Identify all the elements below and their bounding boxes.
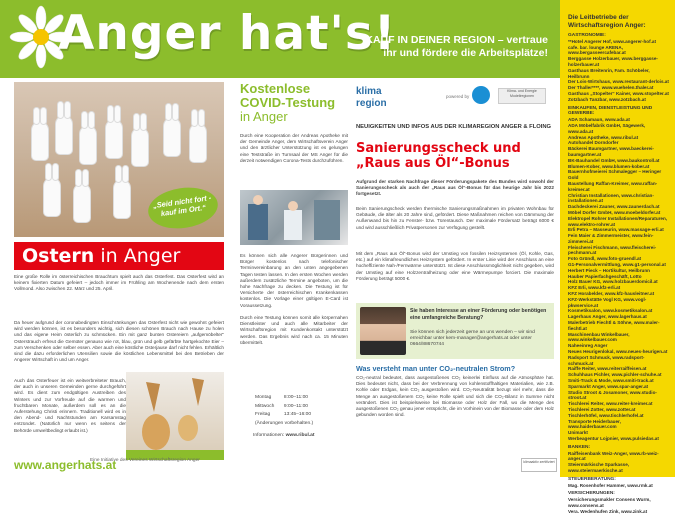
contact-box	[356, 303, 554, 359]
sidebar-title: Die Leitbetriebe der Wirtschaftsregion Anger:	[568, 14, 646, 29]
sidebar-list	[568, 33, 669, 515]
sidebar-section-heading: GASTRONOMIE:	[568, 33, 606, 38]
energie-badge-icon	[472, 86, 490, 104]
sidebar-entry: Blumen-Kober, www.blumen-kober.at	[568, 163, 650, 169]
klima-paragraph-1: Beim Sanierungscheck werden thermische Sanierungsmaßnahmen im privaten Wohnbau für Gebäude, die älter als 20 Jahre sind, gefördert. Diese Maßnahmen reichen von Dämmung der Außenwand bis hin zu Fenster- bzw. Türentausch. Der maximale Fördersatz beträgt 6000 € und wird ausschließlich Privatpersonen zur Verfügung gestellt.	[356, 206, 554, 230]
sidebar-entry: Tischlerei Zotter, www.zotter.at	[568, 407, 636, 412]
sidebar-entry: Tischlerei Reiter, www.reiter-kreimer.at	[568, 401, 653, 407]
sidebar-entry: Herbert Pieck – Hortikultur, Heilbrunn	[568, 267, 650, 273]
sidebar-entry: BK-Bauhandel GmbH, www.baukontroll.at	[568, 157, 660, 163]
covid-heading: Kostenlose COVID-Testung in Anger	[240, 81, 336, 124]
sidebar-entry: Schuhhaus Pichler, www.pichler-schuhe.at	[568, 372, 662, 378]
sidebar-entry: Zotzbach Tanzbar, www.zotzbach.at	[568, 96, 646, 102]
sidebar-entry: Malerbetrieb Fiechtl & Söhne, www.maler-fiechtl.at	[568, 320, 660, 331]
sidebar-entry: Möbel Dorfer GmbH, www.moebeldorfer.at	[568, 209, 661, 215]
sidebar-entry: Gasthaus Breitenrin, Fam. Schöbeler, Heilbrunn	[568, 67, 650, 79]
sidebar-entry: Fein Maier & Zimmermeister, www.fein-zimmerei.at	[568, 233, 654, 244]
sidebar-entry: KFZ-Werkstätte Vogl KG, www.vogl-pkwservice.at	[568, 296, 647, 308]
sidebar-entry: Fleischerei Fischmann, www.fleischerei-pechmann.at	[568, 244, 657, 256]
sidebar-entry: Erli Petra – Masseurin, www.massage-erli.at	[568, 227, 664, 233]
website-link[interactable]: www.angerhats.at	[14, 458, 117, 472]
sidebar-entry: Unimarkt	[568, 430, 588, 436]
header-banner	[0, 0, 560, 78]
sidebar-entry: Transporte Heiderbauer, www.haiderbauer.com	[568, 418, 621, 430]
covid-info-link[interactable]: www.ribul.at	[285, 433, 315, 438]
sidebar-entry: Foto Gründl, www.foto-gruendl.at	[568, 256, 642, 262]
sidebar-entry: Bauernhofmeierei Schmalegger – Heringer Gold	[568, 169, 662, 181]
sidebar-section-heading: EINKAUFEN, DIENSTLEISTUNG UND GEWERBE:	[568, 105, 653, 117]
sidebar-entry: Gasthaus „Stopelter“ Kainer, www.stopelter.at	[568, 90, 669, 96]
sidebar-entry: Der Lois-Wirtshaus, www.restaurant-derlois.at	[568, 79, 669, 85]
klima-paragraph-3: CO₂-neutral bedeutet, dass ausgestoßenes CO₂ keinerlei Einfluss auf die Atmosphäre hat. Dies bedeutet nicht, dass bei der Verbrennung von kohlenstoffhaltigen Materialien, wie z.B. Kohle oder Erdgas, kein CO₂ ausgestoßen wird. CO₂-Neutralität bezugt viel mehr, dass die Menge an ausgestoßenem CO₂ keine Rolle spielt und sich die CO₂-Bilanz in Summe nicht verändert. Dies ist beispielsweise bei Biomasse oder Holz der Fall, wo die Menge des ausgestoßenen CO₂ genau jener entspricht, die im Vorhinein von der Biomasse oder dem Holz gebunden worden sind.	[356, 375, 554, 418]
sanierung-heading: Sanierungsscheck und „Raus aus Öl“-Bonus	[356, 141, 521, 171]
sidebar-entry: Holz Bauer KG, www.holzbauerdomicil.at	[568, 279, 658, 285]
sidebar-entry: Mag. Rosenhofer Hammer, www.rmk.at	[568, 482, 653, 488]
contact-answer: Sie können sich jederzeit gerne an uns wenden – wir sind erreichbar unter kem-manager@angerhats.at oder unter 0664/88670744	[410, 330, 535, 348]
sidebar-entry: Lagerhaus Anger, www.lagerhaus.at	[568, 314, 647, 320]
sidebar-entry: Baustellung Raffan-Kreimer, www.raffan-kreimer.at	[568, 180, 658, 192]
ostern-paragraph-2: Da heuer aufgrund der coronabedingten Einschränkungen das Osterfest nicht wie gewohnt gefeiert wird werden können, ist es besonders wichtig, sich diesen schönen Brauch nach Hause zu holen und das eigene Heim österlich zu schmücken. Ein mit ganz bunten Ostereiern „aufgemöbelter“ Osterstrauch erfreut die Gemüter genauso wie rot, blau, grün und gelb gefärbte hartgekochte Eier – zum Verschenken oder selber essen. Aber auch eine köstliche Osterjause darf nicht fehlen. Erhältlich sind die dazu erforderlichen Utensilien sowie die köstlichen Lebensmittel bei den Betrieben der Angerer Wirtschaft in und um Anger.	[14, 320, 224, 363]
sidebar-entry: Vera. Wedenhufen Zink, www.zink.at	[568, 508, 648, 514]
covid-paragraph-1: Durch eine Kooperation der Andreas Apotheke mit der Gemeinde Anger, dem Wirtschaftsverein Anger und den ärztlicher Unterstützung ist es gelungen eine Teststraße im Turnsaal der MS Anger für die derzeit notwendigen Corona-Tests durchzuführen.	[240, 133, 348, 163]
sidebar-entry: Andreas Apotheke, www.ribul.at	[568, 134, 639, 140]
ostern-heading: Ostern in Anger	[14, 242, 224, 270]
ostern-paragraph-3: Auch das Osterfeuer ist ein weitverbreiteter Brauch, der auch in unseren Gemeinden gerne durchgeführt wird. Es dient zum endgültigen Austreiben des Winters und zur Vorfreude auf die warmen und fruchtbaren Monate, außerdem soll es an die Auferstehung Christi erinnern. Traditionell wird es in den Abend- und Nachtstunden am Karsamstag entzündet. (Natürlich nur wenn es seitens der Behörde umweltbedingt erlaubt ist.)	[14, 378, 126, 433]
sidebar-entry: Der Thaller****, www.wuehelen.thaler.at	[568, 85, 654, 91]
testing-schedule: Montag 8:00–11:00 Mittwoch 9:00–11:00 Freitag 13:45–16:00 (Änderungen vorbehalten.)	[255, 395, 314, 426]
sidebar-entry: Tischlerhöfel, www.tischlerhofel.at	[568, 412, 644, 418]
klima-paragraph-2: Mit dem „Raus aus Öl“-Bonus wird der Umstieg von fossilen Heizsystemen (Öl, Kohle, Gas, etc.) auf ein klimafreundliches Heizsystem gefördert. In erster Linie wird der Anschluss an eine hocheffiziente Nah-/Fernwärme unterstützt. Ist diese Anschlussmöglichkeit nicht gegeben, wird der Umstieg auf eine Holzzentralheizung oder eine Wärmepumpe forciert. Die maximale Förderung beträgt 5000 €.	[356, 251, 554, 281]
co2-heading: Was versteht man unter CO₂-neutralen Strom?	[356, 364, 516, 373]
sidebar-entry: **Hotel Angerer Hof, www.angerer-hof.at	[568, 38, 656, 44]
test-station-photo	[240, 190, 348, 245]
klima-news-header: NEUIGKEITEN UND INFOS AUS DER KLIMAREGION ANGER & FLOING	[356, 124, 552, 130]
covid-paragraph-2: Es können sich alle Angerer Bürgerinnen und Bürger kostenlos nach telefonischer Terminvereinbarung an den unten angegebenen Tagen testen lassen. In den ersten Wochen werden außerdem zusätzliche Termine angeboten, um die hohe Nachfrage zu decken. Die Testung ist für Versicherte der österreichischen Krankenkassen kostenlos. Die Vorlage einer gültigen E-Card ist Voraussetzung. Durch eine Testung können somit alle körpernahen Dienstleister und auch alle Mitarbeiter der Wirtschaftsregion mit Kundenkontakt unterstützt werden. Das Ergebnis wird nach ca. 15 Minuten übermittelt.	[240, 253, 348, 345]
sidebar-entry: Smiti-Track & Mode, www.smiti-track.at	[568, 378, 654, 384]
sidebar-entry: Raiffe Reiter, www.reiterraiffeisen.at	[568, 366, 647, 372]
sidebar-entry: Neues Heurigenlokal, www.neues-heurigen.at	[568, 349, 668, 355]
klima-lead: Aufgrund der starken Nachfrage dieser Förderungspakete des Bundes wird sowohl der Sanierungsscheck als auch der „Raus aus Öl“-Bonus für das heurige Jahr bis 2022 fortgesetzt.	[356, 179, 554, 197]
klima-region-logo: klima region	[356, 86, 387, 109]
initiative-note: Eine Initiative des Vereines Wirtschaftsregion Anger	[90, 458, 200, 463]
sidebar-entry: ADA Möbelfabrik GmbH, Sägewerk, www.ada.at	[568, 122, 646, 134]
ostern-paragraph-1: Eine große Rolle im österreichischen Brauchtum spielt auch das Osterfest. Das Osterfest wird an keinem fixierten Datum gefeiert – jedoch immer im Frühling am Wochenende nach dem ersten Vollmond. Also zwischen 22. März und 25. April.	[14, 274, 224, 292]
sidebar-entry: Christian Installationen, www.christian-installationen.at	[568, 192, 654, 204]
kem-manager-portrait	[360, 307, 406, 355]
header-slogan: KAUF IN DEINER REGION – vertraue ihr und fördere die Arbeitsplätze!	[365, 34, 548, 59]
sidebar-section-heading: VERSICHERUNGEN:	[568, 491, 615, 497]
leitbetriebe-sidebar	[560, 0, 675, 514]
sidebar-entry: cafe. bar. lounge ARENA, www.bergasseercafebar.at	[568, 44, 626, 56]
sidebar-entry: Versicherungsmakler Consens Wurm, www.consens.at	[568, 497, 651, 508]
covid-info-line: Informationen: www.ribul.at	[253, 433, 315, 438]
sidebar-entry: Sparmarkt Anger, www.spar-anger.at	[568, 383, 649, 389]
sidebar-entry: KFZ Erli, www.kfz-erli.at	[568, 285, 621, 291]
easter-decoration-photo	[126, 372, 224, 460]
sidebar-entry: Raiffeisenbank Weiz-Anger, www.rb-weiz-anger.at	[568, 450, 659, 462]
sidebar-entry: Hauber Papierfachgeschäft, Lotto	[568, 273, 642, 279]
sidebar-entry: Berggasse Holzerbauer, www.berggasse-holzerbauer.at	[568, 56, 658, 67]
page-title: Anger hat's!	[58, 6, 397, 61]
sidebar-section-heading: BANKEN:	[568, 444, 591, 450]
sidebar-entry: KFZ Horabelder, www.kfz-hausleitner.at	[568, 291, 655, 297]
sidebar-entry: Naheeinreg Anger	[568, 343, 608, 349]
sidebar-entry: Radsport Schmuck, www.radsport-schmuck.at	[568, 354, 645, 366]
sidebar-entry: Dachdeckerei Zauner, www.zaunerdach.at	[568, 204, 660, 210]
sidebar-section-heading: STEUERBERATUNG:	[568, 476, 616, 482]
sidebar-entry: Werbeagentur Lojpnier, www.pulsiedas.at	[568, 435, 659, 441]
sidebar-entry: Elektropel Rohrer Installationen/Reparaturen, www.elektro-rohrer.at	[568, 215, 668, 227]
sidebar-entry: Maschinenbau Winkelbauer, www.winkelbauer.com	[568, 331, 630, 343]
klima-header	[356, 82, 556, 120]
sidebar-entry: Bäckerei Baumgartner, www.baeckerei-baumgartner.at	[568, 146, 654, 157]
sidebar-entry: Autohandel Dorndorfer	[568, 140, 619, 146]
sidebar-entry: Studio Stroot & Josamoner, www.studio-stroot.at	[568, 389, 657, 401]
sidebar-entry: Steiermärkische Sparkasse, www.steiermaerkische.at	[568, 462, 630, 473]
powered-by-label: powered by	[446, 94, 470, 99]
klimaaktiv-certificate: klimaaktiv zertifiziert	[521, 458, 557, 472]
callout-bubble: „Seid nicht fort - kauf im Ort.“	[146, 183, 221, 232]
klima-fonds-badge: Klima- und Energie Modellregionen	[498, 88, 546, 104]
contact-question: Sie haben Interesse an einer Förderung oder benötigen eine umfangreiche Beratung?	[410, 308, 547, 321]
sidebar-entry: ADA Schamaun, www.ada.at	[568, 117, 630, 123]
sidebar-entry: G1-Personalvermittlung, www.g1-personal.at	[568, 262, 666, 268]
sidebar-entry: Kosmetiksalon, www.kosmetiksalon.at	[568, 308, 653, 314]
